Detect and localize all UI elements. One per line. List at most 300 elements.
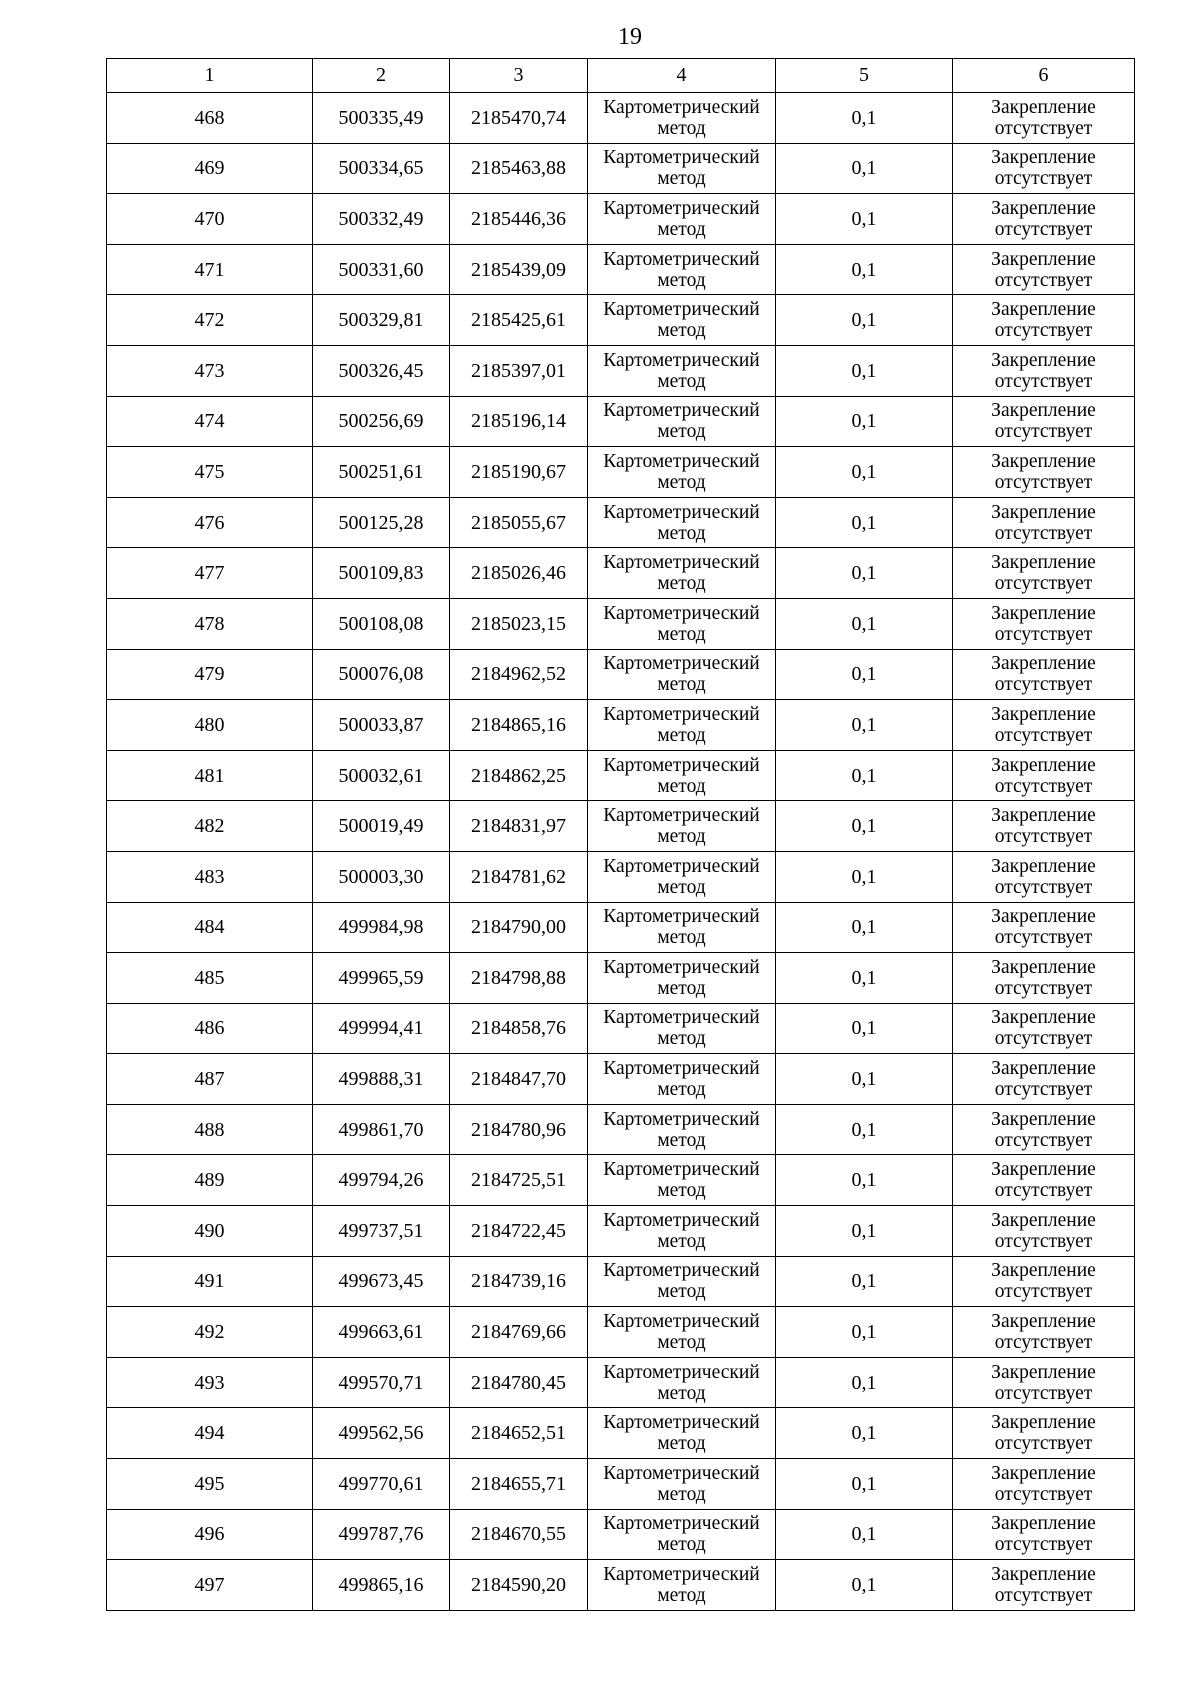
- fixing-cell: [953, 396, 1135, 447]
- accuracy-cell: 0,1: [776, 1206, 953, 1257]
- fixing-cell: [953, 548, 1135, 599]
- table-row: [107, 345, 1135, 396]
- x-coordinate-cell: 499663,61: [313, 1307, 450, 1358]
- cell-line: Закрепление: [991, 1260, 1096, 1282]
- cell-line: Картометрический: [603, 147, 760, 169]
- cell-line: отсутствует: [994, 1180, 1093, 1202]
- method-cell: [588, 396, 776, 447]
- y-coordinate-cell: 2185446,36: [450, 194, 588, 245]
- y-coordinate-cell: 2184798,88: [450, 953, 588, 1004]
- cell-line: метод: [657, 1534, 706, 1556]
- cell-line: метод: [657, 927, 706, 949]
- cell-line: Закрепление: [991, 956, 1096, 978]
- method-cell: [588, 953, 776, 1004]
- cell-line: метод: [657, 1281, 706, 1303]
- method-cell: [588, 902, 776, 953]
- x-coordinate-cell: 500032,61: [313, 750, 450, 801]
- accuracy-cell: 0,1: [776, 194, 953, 245]
- table-row: [107, 295, 1135, 346]
- cell-line: Картометрический: [603, 906, 760, 928]
- table-row: [107, 851, 1135, 902]
- fixing-cell: [953, 750, 1135, 801]
- point-number-cell: 496: [107, 1509, 313, 1560]
- x-coordinate-cell: 500329,81: [313, 295, 450, 346]
- accuracy-cell: 0,1: [776, 1560, 953, 1611]
- column-header: 3: [450, 59, 588, 93]
- fixing-cell: [953, 1104, 1135, 1155]
- accuracy-cell: 0,1: [776, 143, 953, 194]
- accuracy-cell: 0,1: [776, 1307, 953, 1358]
- cell-line: Закрепление: [991, 1058, 1096, 1080]
- x-coordinate-cell: 500109,83: [313, 548, 450, 599]
- accuracy-cell: 0,1: [776, 1357, 953, 1408]
- y-coordinate-cell: 2184847,70: [450, 1054, 588, 1105]
- cell-line: отсутствует: [994, 1534, 1093, 1556]
- table-row: [107, 143, 1135, 194]
- table-row: [107, 1206, 1135, 1257]
- cell-line: отсутствует: [994, 522, 1093, 544]
- accuracy-cell: 0,1: [776, 1408, 953, 1459]
- cell-line: метод: [657, 117, 706, 139]
- cell-line: Картометрический: [603, 1260, 760, 1282]
- cell-line: Закрепление: [991, 653, 1096, 675]
- cell-line: отсутствует: [994, 1483, 1093, 1505]
- accuracy-cell: 0,1: [776, 1509, 953, 1560]
- accuracy-cell: 0,1: [776, 953, 953, 1004]
- cell-line: отсутствует: [994, 1585, 1093, 1607]
- x-coordinate-cell: 499888,31: [313, 1054, 450, 1105]
- accuracy-cell: 0,1: [776, 750, 953, 801]
- x-coordinate-cell: 500125,28: [313, 497, 450, 548]
- method-cell: [588, 1307, 776, 1358]
- y-coordinate-cell: 2184781,62: [450, 851, 588, 902]
- method-cell: [588, 1357, 776, 1408]
- point-number-cell: 485: [107, 953, 313, 1004]
- cell-line: Картометрический: [603, 400, 760, 422]
- fixing-cell: [953, 851, 1135, 902]
- cell-line: метод: [657, 573, 706, 595]
- method-cell: [588, 1003, 776, 1054]
- accuracy-cell: 0,1: [776, 1054, 953, 1105]
- x-coordinate-cell: 499737,51: [313, 1206, 450, 1257]
- cell-line: Закрепление: [991, 1209, 1096, 1231]
- cell-line: метод: [657, 775, 706, 797]
- y-coordinate-cell: 2184722,45: [450, 1206, 588, 1257]
- cell-line: отсутствует: [994, 320, 1093, 342]
- method-cell: [588, 1155, 776, 1206]
- method-cell: [588, 1206, 776, 1257]
- column-header: 6: [953, 59, 1135, 93]
- cell-line: метод: [657, 1433, 706, 1455]
- cell-line: метод: [657, 1180, 706, 1202]
- cell-line: Картометрический: [603, 552, 760, 574]
- cell-line: Закрепление: [991, 501, 1096, 523]
- y-coordinate-cell: 2185425,61: [450, 295, 588, 346]
- table-row: [107, 548, 1135, 599]
- cell-line: отсутствует: [994, 927, 1093, 949]
- cell-line: Картометрический: [603, 956, 760, 978]
- accuracy-cell: 0,1: [776, 902, 953, 953]
- cell-line: метод: [657, 724, 706, 746]
- accuracy-cell: 0,1: [776, 1459, 953, 1510]
- cell-line: Закрепление: [991, 1462, 1096, 1484]
- cell-line: метод: [657, 674, 706, 696]
- cell-line: Закрепление: [991, 602, 1096, 624]
- accuracy-cell: 0,1: [776, 649, 953, 700]
- point-number-cell: 497: [107, 1560, 313, 1611]
- x-coordinate-cell: 500019,49: [313, 801, 450, 852]
- fixing-cell: [953, 1256, 1135, 1307]
- method-cell: [588, 1459, 776, 1510]
- method-cell: [588, 345, 776, 396]
- cell-line: метод: [657, 1332, 706, 1354]
- y-coordinate-cell: 2185190,67: [450, 447, 588, 498]
- method-cell: [588, 497, 776, 548]
- cell-line: метод: [657, 876, 706, 898]
- fixing-cell: [953, 649, 1135, 700]
- table-row: [107, 93, 1135, 144]
- fixing-cell: [953, 1357, 1135, 1408]
- table-row: [107, 497, 1135, 548]
- point-number-cell: 482: [107, 801, 313, 852]
- point-number-cell: 473: [107, 345, 313, 396]
- point-number-cell: 489: [107, 1155, 313, 1206]
- accuracy-cell: 0,1: [776, 345, 953, 396]
- table-row: [107, 1509, 1135, 1560]
- cell-line: метод: [657, 1382, 706, 1404]
- method-cell: [588, 244, 776, 295]
- point-number-cell: 472: [107, 295, 313, 346]
- accuracy-cell: 0,1: [776, 1104, 953, 1155]
- cell-line: Картометрический: [603, 1108, 760, 1130]
- fixing-cell: [953, 1509, 1135, 1560]
- cell-line: Картометрический: [603, 501, 760, 523]
- cell-line: Закрепление: [991, 703, 1096, 725]
- y-coordinate-cell: 2185463,88: [450, 143, 588, 194]
- cell-line: Картометрический: [603, 855, 760, 877]
- y-coordinate-cell: 2184790,00: [450, 902, 588, 953]
- method-cell: [588, 1256, 776, 1307]
- y-coordinate-cell: 2185023,15: [450, 598, 588, 649]
- x-coordinate-cell: 500331,60: [313, 244, 450, 295]
- accuracy-cell: 0,1: [776, 801, 953, 852]
- y-coordinate-cell: 2184652,51: [450, 1408, 588, 1459]
- y-coordinate-cell: 2184831,97: [450, 801, 588, 852]
- cell-line: Закрепление: [991, 1108, 1096, 1130]
- cell-line: Закрепление: [991, 147, 1096, 169]
- x-coordinate-cell: 499861,70: [313, 1104, 450, 1155]
- table-row: [107, 700, 1135, 751]
- point-number-cell: 488: [107, 1104, 313, 1155]
- method-cell: [588, 1560, 776, 1611]
- cell-line: метод: [657, 1585, 706, 1607]
- point-number-cell: 494: [107, 1408, 313, 1459]
- cell-line: метод: [657, 421, 706, 443]
- point-number-cell: 491: [107, 1256, 313, 1307]
- y-coordinate-cell: 2184769,66: [450, 1307, 588, 1358]
- cell-line: Закрепление: [991, 1513, 1096, 1535]
- x-coordinate-cell: 500332,49: [313, 194, 450, 245]
- fixing-cell: [953, 194, 1135, 245]
- point-number-cell: 470: [107, 194, 313, 245]
- cell-line: отсутствует: [994, 623, 1093, 645]
- method-cell: [588, 548, 776, 599]
- y-coordinate-cell: 2185196,14: [450, 396, 588, 447]
- y-coordinate-cell: 2185470,74: [450, 93, 588, 144]
- x-coordinate-cell: 499984,98: [313, 902, 450, 953]
- table-row: [107, 649, 1135, 700]
- cell-line: Закрепление: [991, 805, 1096, 827]
- cell-line: Картометрический: [603, 96, 760, 118]
- cell-line: отсутствует: [994, 269, 1093, 291]
- table-row: [107, 447, 1135, 498]
- fixing-cell: [953, 295, 1135, 346]
- cell-line: Картометрический: [603, 1513, 760, 1535]
- cell-line: отсутствует: [994, 876, 1093, 898]
- cell-line: отсутствует: [994, 370, 1093, 392]
- fixing-cell: [953, 1155, 1135, 1206]
- x-coordinate-cell: 500076,08: [313, 649, 450, 700]
- cell-line: отсутствует: [994, 826, 1093, 848]
- fixing-cell: [953, 1459, 1135, 1510]
- fixing-cell: [953, 953, 1135, 1004]
- y-coordinate-cell: 2184780,96: [450, 1104, 588, 1155]
- cell-line: метод: [657, 1028, 706, 1050]
- y-coordinate-cell: 2184725,51: [450, 1155, 588, 1206]
- cell-line: Закрепление: [991, 197, 1096, 219]
- x-coordinate-cell: 500003,30: [313, 851, 450, 902]
- point-number-cell: 474: [107, 396, 313, 447]
- method-cell: [588, 93, 776, 144]
- fixing-cell: [953, 902, 1135, 953]
- x-coordinate-cell: 499865,16: [313, 1560, 450, 1611]
- cell-line: отсутствует: [994, 674, 1093, 696]
- table-row: [107, 1408, 1135, 1459]
- cell-line: Картометрический: [603, 1058, 760, 1080]
- point-number-cell: 468: [107, 93, 313, 144]
- y-coordinate-cell: 2185026,46: [450, 548, 588, 599]
- table-row: [107, 750, 1135, 801]
- table-row: [107, 1003, 1135, 1054]
- fixing-cell: [953, 447, 1135, 498]
- cell-line: Закрепление: [991, 400, 1096, 422]
- cell-line: Закрепление: [991, 855, 1096, 877]
- column-header: 1: [107, 59, 313, 93]
- point-number-cell: 471: [107, 244, 313, 295]
- cell-line: Закрепление: [991, 552, 1096, 574]
- table-row: [107, 1256, 1135, 1307]
- fixing-cell: [953, 244, 1135, 295]
- table-row: [107, 1459, 1135, 1510]
- cell-line: отсутствует: [994, 471, 1093, 493]
- cell-line: Закрепление: [991, 754, 1096, 776]
- x-coordinate-cell: 500335,49: [313, 93, 450, 144]
- x-coordinate-cell: 499994,41: [313, 1003, 450, 1054]
- cell-line: Картометрический: [603, 1159, 760, 1181]
- cell-line: метод: [657, 168, 706, 190]
- point-number-cell: 475: [107, 447, 313, 498]
- cell-line: отсутствует: [994, 573, 1093, 595]
- cell-line: отсутствует: [994, 1230, 1093, 1252]
- table-row: [107, 953, 1135, 1004]
- point-number-cell: 478: [107, 598, 313, 649]
- x-coordinate-cell: 499965,59: [313, 953, 450, 1004]
- column-header: 5: [776, 59, 953, 93]
- accuracy-cell: 0,1: [776, 447, 953, 498]
- accuracy-cell: 0,1: [776, 851, 953, 902]
- cell-line: Картометрический: [603, 805, 760, 827]
- cell-line: отсутствует: [994, 1281, 1093, 1303]
- point-number-cell: 495: [107, 1459, 313, 1510]
- x-coordinate-cell: 500256,69: [313, 396, 450, 447]
- y-coordinate-cell: 2184739,16: [450, 1256, 588, 1307]
- y-coordinate-cell: 2185055,67: [450, 497, 588, 548]
- point-number-cell: 481: [107, 750, 313, 801]
- fixing-cell: [953, 1206, 1135, 1257]
- x-coordinate-cell: 499673,45: [313, 1256, 450, 1307]
- cell-line: Закрепление: [991, 1007, 1096, 1029]
- point-number-cell: 486: [107, 1003, 313, 1054]
- y-coordinate-cell: 2184962,52: [450, 649, 588, 700]
- table-row: [107, 1357, 1135, 1408]
- method-cell: [588, 700, 776, 751]
- method-cell: [588, 649, 776, 700]
- point-number-cell: 492: [107, 1307, 313, 1358]
- accuracy-cell: 0,1: [776, 1256, 953, 1307]
- accuracy-cell: 0,1: [776, 1003, 953, 1054]
- cell-line: отсутствует: [994, 724, 1093, 746]
- x-coordinate-cell: 499570,71: [313, 1357, 450, 1408]
- cell-line: метод: [657, 320, 706, 342]
- cell-line: метод: [657, 1079, 706, 1101]
- accuracy-cell: 0,1: [776, 244, 953, 295]
- fixing-cell: [953, 1054, 1135, 1105]
- cell-line: Картометрический: [603, 703, 760, 725]
- cell-line: Закрепление: [991, 1159, 1096, 1181]
- y-coordinate-cell: 2184670,55: [450, 1509, 588, 1560]
- y-coordinate-cell: 2185397,01: [450, 345, 588, 396]
- accuracy-cell: 0,1: [776, 700, 953, 751]
- cell-line: Картометрический: [603, 1209, 760, 1231]
- cell-line: отсутствует: [994, 117, 1093, 139]
- cell-line: отсутствует: [994, 218, 1093, 240]
- table-header-row: [107, 59, 1135, 93]
- accuracy-cell: 0,1: [776, 396, 953, 447]
- cell-line: Закрепление: [991, 96, 1096, 118]
- fixing-cell: [953, 1560, 1135, 1611]
- cell-line: Закрепление: [991, 248, 1096, 270]
- cell-line: Картометрический: [603, 1412, 760, 1434]
- y-coordinate-cell: 2184590,20: [450, 1560, 588, 1611]
- cell-line: Картометрический: [603, 1564, 760, 1586]
- cell-line: метод: [657, 218, 706, 240]
- cell-line: Картометрический: [603, 1007, 760, 1029]
- method-cell: [588, 1104, 776, 1155]
- cell-line: отсутствует: [994, 1433, 1093, 1455]
- point-number-cell: 480: [107, 700, 313, 751]
- cell-line: Картометрический: [603, 248, 760, 270]
- cell-line: Картометрический: [603, 1311, 760, 1333]
- cell-line: отсутствует: [994, 1332, 1093, 1354]
- cell-line: Картометрический: [603, 754, 760, 776]
- x-coordinate-cell: 500033,87: [313, 700, 450, 751]
- x-coordinate-cell: 500108,08: [313, 598, 450, 649]
- coordinates-table: [106, 58, 1135, 1611]
- accuracy-cell: 0,1: [776, 497, 953, 548]
- cell-line: отсутствует: [994, 775, 1093, 797]
- cell-line: Закрепление: [991, 349, 1096, 371]
- column-header: 4: [588, 59, 776, 93]
- cell-line: Картометрический: [603, 602, 760, 624]
- fixing-cell: [953, 700, 1135, 751]
- fixing-cell: [953, 497, 1135, 548]
- cell-line: Картометрический: [603, 1462, 760, 1484]
- table-row: [107, 194, 1135, 245]
- accuracy-cell: 0,1: [776, 295, 953, 346]
- table-row: [107, 1104, 1135, 1155]
- x-coordinate-cell: 499794,26: [313, 1155, 450, 1206]
- x-coordinate-cell: 500251,61: [313, 447, 450, 498]
- method-cell: [588, 851, 776, 902]
- point-number-cell: 484: [107, 902, 313, 953]
- point-number-cell: 493: [107, 1357, 313, 1408]
- method-cell: [588, 598, 776, 649]
- x-coordinate-cell: 499787,76: [313, 1509, 450, 1560]
- method-cell: [588, 750, 776, 801]
- method-cell: [588, 447, 776, 498]
- cell-line: метод: [657, 471, 706, 493]
- cell-line: метод: [657, 977, 706, 999]
- x-coordinate-cell: 500326,45: [313, 345, 450, 396]
- method-cell: [588, 143, 776, 194]
- fixing-cell: [953, 93, 1135, 144]
- cell-line: метод: [657, 522, 706, 544]
- cell-line: Картометрический: [603, 299, 760, 321]
- fixing-cell: [953, 143, 1135, 194]
- y-coordinate-cell: 2184655,71: [450, 1459, 588, 1510]
- cell-line: Закрепление: [991, 906, 1096, 928]
- cell-line: метод: [657, 269, 706, 291]
- table-row: [107, 396, 1135, 447]
- point-number-cell: 479: [107, 649, 313, 700]
- cell-line: Картометрический: [603, 450, 760, 472]
- method-cell: [588, 1408, 776, 1459]
- y-coordinate-cell: 2184865,16: [450, 700, 588, 751]
- cell-line: метод: [657, 370, 706, 392]
- cell-line: Закрепление: [991, 1564, 1096, 1586]
- cell-line: Закрепление: [991, 1361, 1096, 1383]
- cell-line: метод: [657, 1129, 706, 1151]
- fixing-cell: [953, 1408, 1135, 1459]
- method-cell: [588, 1509, 776, 1560]
- cell-line: отсутствует: [994, 977, 1093, 999]
- fixing-cell: [953, 1003, 1135, 1054]
- method-cell: [588, 295, 776, 346]
- cell-line: Закрепление: [991, 450, 1096, 472]
- table-row: [107, 1155, 1135, 1206]
- x-coordinate-cell: 499770,61: [313, 1459, 450, 1510]
- x-coordinate-cell: 499562,56: [313, 1408, 450, 1459]
- page-number: 19: [618, 24, 642, 50]
- cell-line: Закрепление: [991, 1311, 1096, 1333]
- cell-line: отсутствует: [994, 1129, 1093, 1151]
- table-row: [107, 244, 1135, 295]
- table-row: [107, 801, 1135, 852]
- table-row: [107, 1560, 1135, 1611]
- y-coordinate-cell: 2184780,45: [450, 1357, 588, 1408]
- accuracy-cell: 0,1: [776, 548, 953, 599]
- table-row: [107, 598, 1135, 649]
